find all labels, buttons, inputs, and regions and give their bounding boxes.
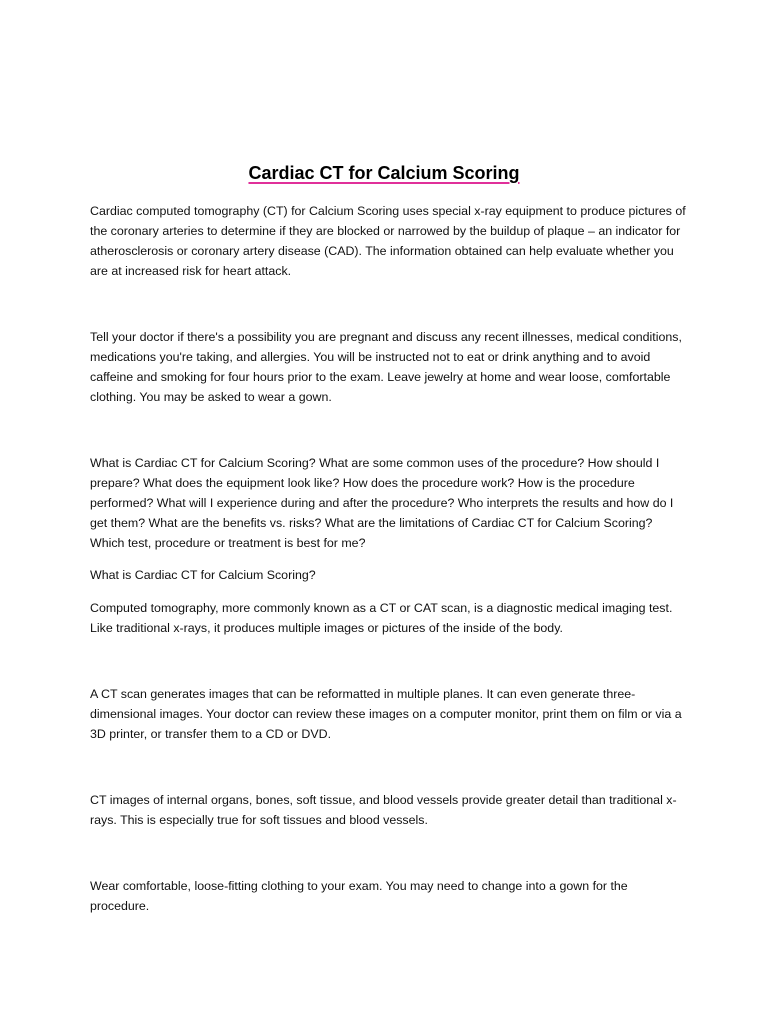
- paragraph-subheading: What is Cardiac CT for Calcium Scoring?: [90, 568, 316, 582]
- document-title-text: Cardiac CT for Calcium Scoring: [248, 163, 520, 183]
- paragraph-preparation: Tell your doctor if there's a possibility you are pregnant and discuss any recent illnesses, medical conditions, medications you're taking, and allergies. You will be instructed not to eat or drink anything and to avoid caffeine and smoking for four hours prior to the exam. Leave jewelry at home and wear loose, comfortable clothing. You may be asked to wear a gown.: [90, 330, 682, 404]
- paragraph-ct-images: A CT scan generates images that can be reformatted in multiple planes. It can even generate three-dimensional images. Your doctor can review these images on a computer monitor, print them on film or via a 3D printer, or transfer them to a CD or DVD.: [90, 687, 682, 741]
- paragraph-questions: What is Cardiac CT for Calcium Scoring? What are some common uses of the procedure? How should I prepare? What does the equipment look like? How does the procedure work? How is the procedure performed? What will I experience during and after the procedure? Who interprets the results and how do I get them? What are the benefits vs. risks? What are the limitations of Cardiac CT for Calcium Scoring? Which test, procedure or treatment is best for me?: [90, 456, 674, 550]
- paragraph-clothing: Wear comfortable, loose-fitting clothing to your exam. You may need to change into a gown for the procedure.: [90, 879, 628, 913]
- paragraph-ct-detail: CT images of internal organs, bones, soft tissue, and blood vessels provide greater detail than traditional x-rays. This is especially true for soft tissues and blood vessels.: [90, 793, 677, 827]
- paragraph-intro: Cardiac computed tomography (CT) for Calcium Scoring uses special x-ray equipment to produce pictures of the coronary arteries to determine if they are blocked or narrowed by the buildup of plaque – an indicator for atherosclerosis or coronary artery disease (CAD). The information obtained can help evaluate whether you are at increased risk for heart attack.: [90, 204, 686, 278]
- document-title: [0, 160, 768, 186]
- paragraph-ct-definition: Computed tomography, more commonly known as a CT or CAT scan, is a diagnostic medical imaging test. Like traditional x-rays, it produces multiple images or pictures of the inside of the body.: [90, 601, 673, 635]
